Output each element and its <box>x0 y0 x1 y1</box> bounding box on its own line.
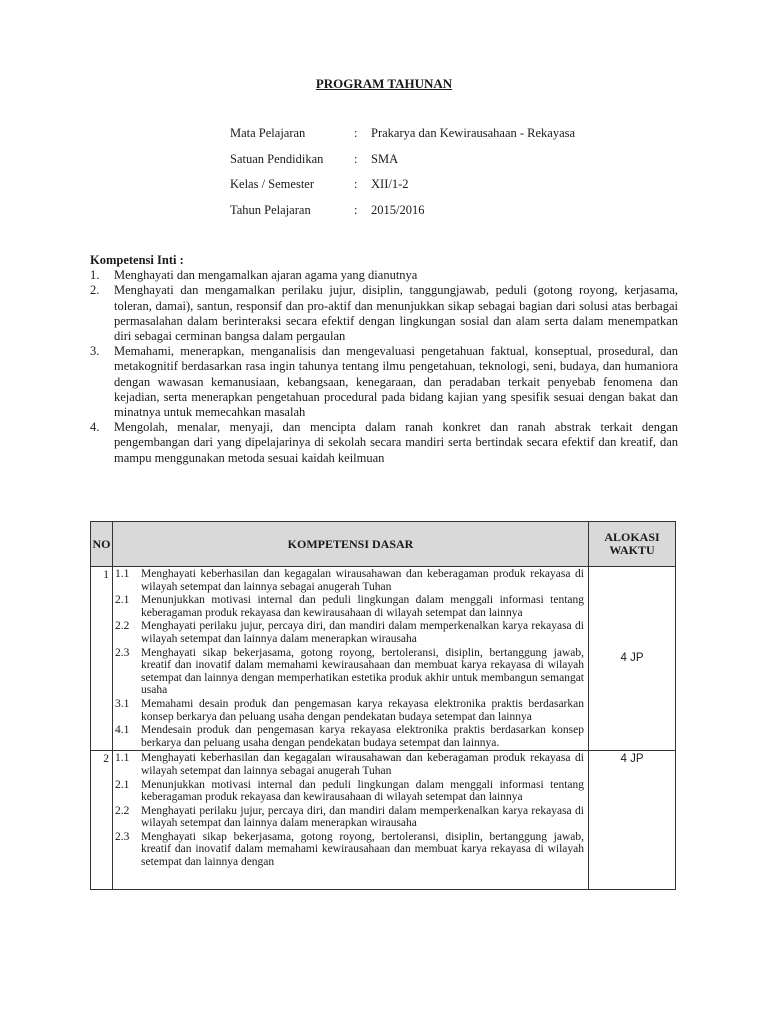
kd-item <box>115 779 584 804</box>
kd-number: 2.1 <box>115 594 130 607</box>
list-item-text: Memahami, menerapkan, menganalisis dan mengevaluasi pengetahuan faktual, konseptual, prosedural, dan metakognitif berdasarkan rasa ingin tahunya tentang ilmu pengetahuan, teknologi, seni, budaya, dan humaniora dengan wawasan kemanusiaan, kebangsaan, kenegaraan, dan peradaban terkait penyebab fenomena dan kejadian, serta menerapkan pengetahuan procedural pada bidang kajian yang spesifik sesuai dengan bakat dan minatnya untuk memecahkan masalah <box>114 344 678 420</box>
kd-text: Menghayati perilaku jujur, percaya diri, dan mandiri dalam memperkenalkan karya rekayasa di wilayah setempat dan lainnya dalam menerapkan wirausaha <box>141 804 584 830</box>
kd-cell <box>113 567 589 751</box>
alokasi-cell: 4 JP <box>589 567 676 751</box>
kompetensi-inti-list <box>90 268 678 466</box>
list-item <box>90 268 678 283</box>
kd-item <box>115 724 584 749</box>
meta-colon: : <box>354 177 358 191</box>
meta-colon: : <box>354 126 358 140</box>
meta-row <box>230 203 575 229</box>
kd-number: 2.2 <box>115 804 130 817</box>
kd-number: 3.1 <box>115 697 130 710</box>
kd-item <box>115 752 584 777</box>
kd-text: Menghayati keberhasilan dan kegagalan wirausahawan dan keberagaman produk rekayasa di wilayah setempat dan lainnya sebagai anugerah Tuhan <box>141 752 584 777</box>
meta-colon: : <box>354 202 358 217</box>
meta-row <box>230 177 575 203</box>
meta-value: SMA <box>371 151 399 166</box>
list-item-text: Menghayati dan mengamalkan perilaku jujur, disiplin, tanggungjawab, peduli (gotong royong, kerjasama, toleran, damai), santun, responsif dan pro-aktif dan menunjukkan sikap sebagai bagian dari solusi atas berbagai permasalahan dalam berinteraksi secara efektif dengan lingkungan sosial dan alam serta dalam menempatkan diri sebagai cerminan bangsa dalam pergaulan <box>114 283 678 344</box>
header-alokasi-waktu: ALOKASI WAKTU <box>589 522 676 567</box>
kd-item <box>115 594 584 619</box>
list-item <box>90 420 678 466</box>
kd-text: Menghayati sikap bekerjasama, gotong royong, bertoleransi, disiplin, bertanggung jawab, kreatif dan inovatif dalam memahami kewirausahaan dan membuat karya rekayasa di wilayah setempat dan lainnya dengan <box>141 830 584 869</box>
meta-label: Kelas / Semester <box>230 177 315 191</box>
kd-text: Memahami desain produk dan pengemasan karya rekayasa elektronika praktis berdasarkan konsep berkarya dan peluang usaha dengan pendekatan budaya setempat dan lainnya <box>141 697 584 723</box>
kompetensi-inti-heading: Kompetensi Inti : <box>90 253 184 267</box>
list-item-text: Menghayati dan mengamalkan ajaran agama yang dianutnya <box>114 268 418 283</box>
list-item-number: 4. <box>90 420 100 435</box>
list-item <box>90 344 678 420</box>
table-row <box>91 751 676 890</box>
list-item-number: 1. <box>90 268 100 283</box>
meta-row <box>230 152 575 178</box>
row-number: 1 <box>91 567 113 751</box>
meta-value: XII/1-2 <box>371 177 409 191</box>
meta-label: Tahun Pelajaran <box>230 202 311 217</box>
kd-item <box>115 568 584 593</box>
kd-text: Menghayati perilaku jujur, percaya diri, dan mandiri dalam memperkenalkan karya rekayasa di wilayah setempat dan lainnya dalam menerapkan wirausaha <box>141 620 584 645</box>
meta-colon: : <box>354 151 358 166</box>
list-item-number: 3. <box>90 344 100 359</box>
document-title: PROGRAM TAHUNAN <box>315 76 453 91</box>
kd-number: 1.1 <box>115 752 130 765</box>
kd-number: 2.3 <box>115 830 130 843</box>
kd-item <box>115 647 584 697</box>
kd-item <box>115 831 584 869</box>
kd-text: Menunjukkan motivasi internal dan peduli lingkungan dalam menggali informasi tentang keberagaman produk rekayasa dan kewirausahaan di wilayah setempat dan lainnya <box>141 594 584 619</box>
kd-item <box>115 698 584 723</box>
kd-number: 1.1 <box>115 568 130 580</box>
list-item-text: Mengolah, menalar, menyaji, dan mencipta dalam ranah konkret dan ranah abstrak terkait dengan pengembangan dari yang dipelajarinya di sekolah secara mandiri serta bertindak secara efektif dan kreatif, dan mampu menggunakan metoda sesuai kaidah keilmuan <box>114 420 678 465</box>
kd-item <box>115 620 584 645</box>
table-header-row <box>91 522 676 567</box>
meta-block <box>230 126 575 228</box>
kd-number: 2.3 <box>115 646 130 659</box>
kd-number: 2.2 <box>115 620 130 633</box>
kd-text: Menghayati keberhasilan dan kegagalan wirausahawan dan keberagaman produk rekayasa di wilayah setempat dan lainnya sebagai anugerah Tuhan <box>141 568 584 593</box>
kompetensi-dasar-table <box>90 521 676 890</box>
kd-number: 4.1 <box>115 724 130 737</box>
meta-value: 2015/2016 <box>371 202 425 217</box>
kd-text: Menghayati sikap bekerjasama, gotong royong, bertoleransi, disiplin, bertanggung jawab, kreatif dan inovatif dalam memahami kewirausahaan dan membuat karya rekayasa di wilayah setempat dan lainnya dengan memperhatikan estetika produk akhir untuk membangun semangat usaha <box>141 646 584 697</box>
kd-text: Mendesain produk dan pengemasan karya rekayasa elektronika praktis berdasarkan konsep berkarya dan peluang usaha dengan pendekatan budaya setempat dan lainnya. <box>141 724 584 749</box>
alokasi-cell: 4 JP <box>589 751 676 890</box>
header-kompetensi-dasar: KOMPETENSI DASAR <box>113 522 589 567</box>
meta-label: Mata Pelajaran <box>230 126 306 140</box>
meta-label: Satuan Pendidikan <box>230 151 324 166</box>
kompetensi-inti-section <box>90 253 678 466</box>
row-number: 2 <box>91 751 113 890</box>
kd-number: 2.1 <box>115 778 130 791</box>
list-item <box>90 283 678 344</box>
table-row <box>91 567 676 751</box>
header-no: NO <box>91 522 113 567</box>
meta-value: Prakarya dan Kewirausahaan - Rekayasa <box>371 126 576 140</box>
kd-item <box>115 805 584 830</box>
kd-text: Menunjukkan motivasi internal dan peduli lingkungan dalam menggali informasi tentang keberagaman produk rekayasa dan kewirausahaan di wilayah setempat dan lainnya <box>141 778 584 804</box>
list-item-number: 2. <box>90 283 100 298</box>
meta-row <box>230 126 575 152</box>
kd-cell <box>113 751 589 890</box>
